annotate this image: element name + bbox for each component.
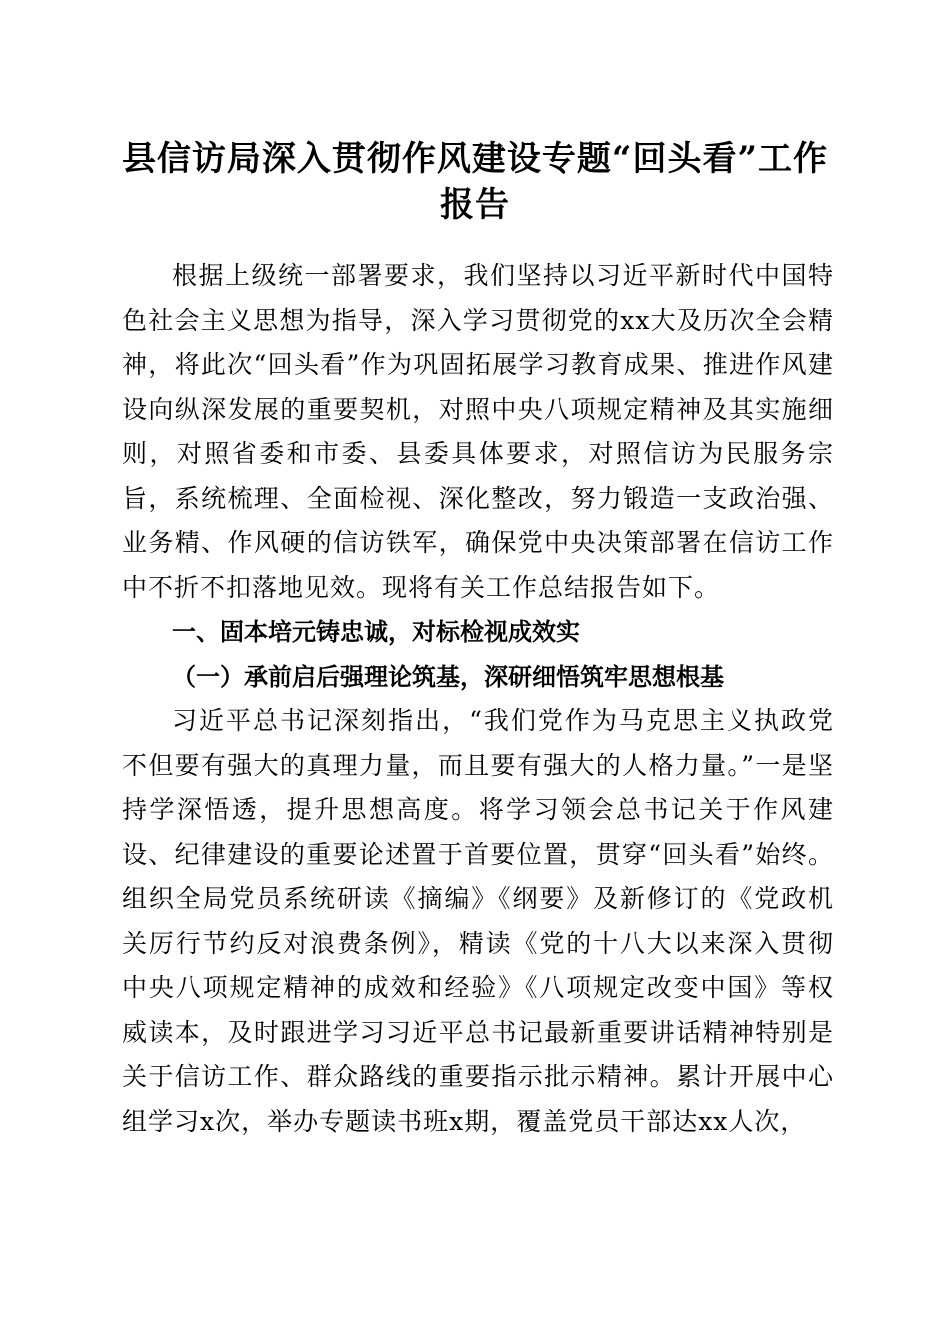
body-paragraph: 习近平总书记深刻指出，“我们党作为马克思主义执政党不但要有强大的真理力量，而且要有强大的人格力量。”一是坚持学深悟透，提升思想高度。将学习领会总书记关于作风建设、纪律建设的重要论述置于首要位置，贯穿“回头看”始终。组织全局党员系统研读《摘编》《纲要》及新修订的《党政机关厉行节约反对浪费条例》，精读《党的十八大以来深入贯彻中央八项规定精神的成效和经验》《八项规定改变中国》等权威读本，及时跟进学习习近平总书记最新重要讲话精神特别是关于信访工作、群众路线的重要指示批示精神。累计开展中心组学习x次，举办专题读书班x期，覆盖党员干部达xx人次， (122, 706, 834, 1136)
document-body (122, 254, 834, 1144)
section-heading: 一、固本培元铸忠诚，对标检视成效实 (172, 618, 580, 646)
document-title: 县信访局深入贯彻作风建设专题“回头看”工作报告 (121, 139, 829, 225)
intro-paragraph: 根据上级统一部署要求，我们坚持以习近平新时代中国特色社会主义思想为指导，深入学习贯彻党的xx大及历次全会精神，将此次“回头看”作为巩固拓展学习教育成果、推进作风建设向纵深发展的重要契机，对照中央八项规定精神及其实施细则，对照省委和市委、县委具体要求，对照信访为民服务宗旨，系统梳理、全面检视、深化整改，努力锻造一支政治强、业务精、作风硬的信访铁军，确保党中央决策部署在信访工作中不折不扣落地见效。现将有关工作总结报告如下。 (122, 261, 834, 602)
subsection-heading: （一）承前启后强理论筑基，深研细悟筑牢思想根基 (172, 661, 724, 691)
